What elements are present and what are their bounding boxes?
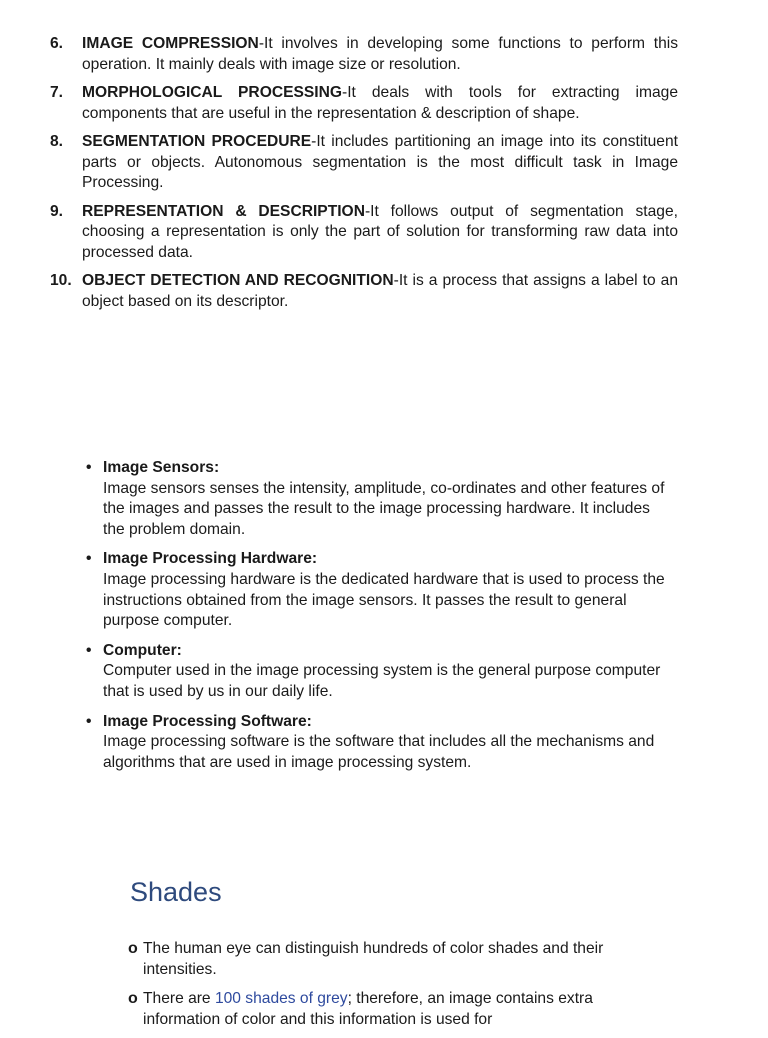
item-description: -It deals with tools for extracting image components that are useful in the representation & description of shape. bbox=[82, 84, 678, 122]
component-description: Image sensors senses the intensity, amplitude, co-ordinates and other features of the images and passes the result to the image processing hardware. It includes the problem domain. bbox=[103, 479, 665, 538]
item-text bbox=[82, 83, 678, 124]
item-term: MORPHOLOGICAL PROCESSING bbox=[82, 84, 343, 101]
shades-item-text bbox=[143, 938, 610, 980]
component-description: Image processing hardware is the dedicated hardware that is used to process the instructions obtained from the image sensors. It passes the result to general purpose computer. bbox=[103, 570, 665, 630]
item-term: IMAGE COMPRESSION bbox=[82, 35, 259, 52]
item-text bbox=[82, 271, 678, 312]
shades-text-before: There are bbox=[143, 990, 215, 1007]
bullet-icon: • bbox=[86, 712, 92, 730]
list-item-image-compression bbox=[50, 34, 678, 75]
bullet-icon: • bbox=[86, 550, 92, 568]
item-number: 7. bbox=[50, 84, 64, 101]
circle-bullet-icon: o bbox=[128, 990, 138, 1007]
shades-list bbox=[128, 938, 610, 1038]
shades-item bbox=[128, 938, 610, 980]
numbered-list bbox=[50, 34, 678, 320]
item-text bbox=[82, 202, 678, 264]
component-body bbox=[103, 712, 666, 774]
list-item-segmentation-procedure bbox=[50, 132, 678, 194]
component-heading: Image Processing Hardware: bbox=[103, 550, 318, 568]
item-description: -It includes partitioning an image into its constituent parts or objects. Autonomous segmentation is the most difficult task in Image Processing. bbox=[82, 133, 678, 191]
component-heading: Image Processing Software: bbox=[103, 712, 312, 730]
item-number: 9. bbox=[50, 202, 64, 220]
item-number: 10. bbox=[50, 272, 72, 289]
item-term: SEGMENTATION PROCEDURE bbox=[82, 133, 312, 150]
component-computer bbox=[86, 641, 666, 703]
section-title-shades: Shades bbox=[130, 877, 222, 907]
item-description: -It follows output of segmentation stage, choosing a representation is only the part of solution for transforming raw data into processed data. bbox=[82, 202, 678, 261]
item-text bbox=[82, 34, 678, 75]
item-term: REPRESENTATION & DESCRIPTION bbox=[82, 202, 365, 220]
component-body bbox=[103, 549, 666, 631]
list-item-representation-description bbox=[50, 202, 678, 264]
item-description: -It is a process that assigns a label to an object based on its descriptor. bbox=[82, 272, 678, 310]
component-image-processing-software bbox=[86, 712, 666, 774]
component-body bbox=[103, 641, 666, 703]
component-description: Image processing software is the software that includes all the mechanisms and algorithms that are used in image processing system. bbox=[103, 733, 655, 771]
circle-bullet-icon: o bbox=[128, 940, 138, 957]
bullet-icon: • bbox=[86, 641, 92, 659]
components-list bbox=[86, 458, 666, 782]
item-number: 8. bbox=[50, 133, 64, 150]
component-heading: Image Sensors: bbox=[103, 459, 220, 476]
list-item-morphological-processing bbox=[50, 83, 678, 124]
item-description: -It involves in developing some functions to perform this operation. It mainly deals with image size or resolution. bbox=[82, 35, 679, 73]
component-body bbox=[103, 458, 666, 540]
item-number: 6. bbox=[50, 35, 64, 52]
component-description: Computer used in the image processing system is the general purpose computer that is used by us in our daily life. bbox=[103, 662, 661, 700]
item-text bbox=[82, 132, 678, 194]
component-image-sensors bbox=[86, 458, 666, 540]
list-item-object-detection bbox=[50, 271, 678, 312]
shades-text-after: ; therefore, an image contains extra information of color and this information is used for bbox=[143, 990, 593, 1028]
shades-text-highlight: 100 shades of grey bbox=[214, 990, 348, 1007]
item-term: OBJECT DETECTION AND RECOGNITION bbox=[82, 272, 394, 289]
shades-text-before: The human eye can distinguish hundreds of color shades and their intensities. bbox=[143, 940, 604, 978]
component-heading: Computer: bbox=[103, 641, 182, 659]
bullet-icon: • bbox=[86, 459, 92, 476]
component-image-processing-hardware bbox=[86, 549, 666, 631]
